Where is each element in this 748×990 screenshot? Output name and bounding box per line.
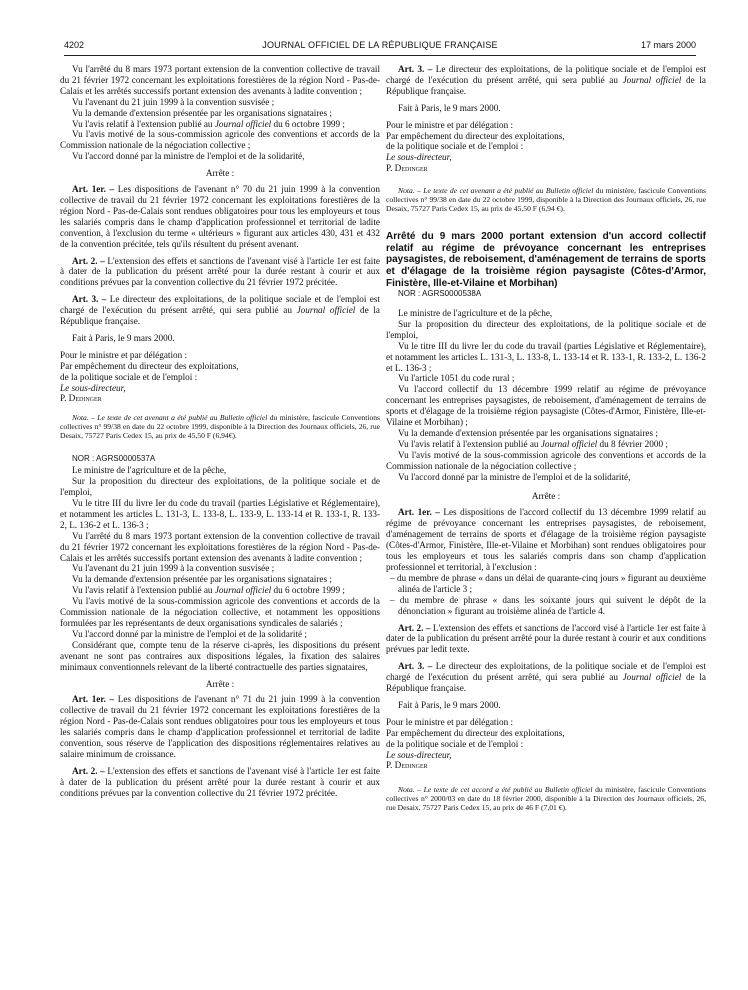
paragraph: Vu l'avis motivé de la sous-commission agricole des conventions et accords de la Commission nationale de la négociation collective, et notamment les oppositions formulées par les représentants de deux organisations syndicales de salariés ;: [60, 596, 380, 628]
signatory-name: P. Dedinger: [60, 393, 102, 404]
exclusion-item: – du membre de phrase « dans les soixante jours qui suivent le dépôt de la dénonciation » figurant au troisième alinéa de l'article 4.: [390, 594, 706, 616]
page-header: [64, 40, 696, 54]
signature-line: de la politique sociale et de l'emploi :: [60, 371, 198, 382]
paragraph: Vu l'article 1051 du code rural ;: [398, 373, 515, 384]
paragraph: Vu le titre III du livre Ier du code du travail (parties Législative et Réglementaire), et notamment les articles L. 131-3, L. 133-8, L. 133-9, L. 133-14 et R. 133-1, R. 133-2, L. 136-2 et L. 136-3 ;: [60, 498, 380, 530]
header-rule: [64, 55, 696, 56]
signature-line: Pour le ministre et par délégation :: [386, 119, 514, 130]
issue-date: 17 mars 2000: [640, 40, 696, 50]
article: Art. 1er. – Les dispositions de l'avenant n° 70 du 21 juin 1999 à la convention collective de travail du 21 février 1972 concernant les exploitations forestières de la région Nord - Pas-de-Calais sont rendues obligatoires pour tous les employeurs et tous les salariés compris dans le champ d'application professionnel et territorial de ladite convention, à l'exclusion du terme « ultérieurs » figurant aux articles 430, 431 et 432 de la convention précitée, tels qu'ils résultent du présent avenant.: [60, 184, 380, 249]
article: Art. 2. – L'extension des effets et sanctions de l'accord visé à l'article 1er est faite à dater de la publication du présent arrêté pour la durée restant à courir et aux conditions prévues par ledit texte.: [386, 622, 706, 655]
nor-reference: NOR : AGRS0000538A: [398, 289, 482, 299]
article: Art. 1er. – Les dispositions de l'accord collectif du 13 décembre 1999 relatif au régime de prévoyance concernant les entreprises paysagistes, de reboisement, d'aménagement de terrains de sports et d'élagage de la troisième région paysagiste (Côtes-d'Armor, Finistère, Ille-et-Vilaine et Morbihan) sont rendues obligatoires pour tous les employeurs et tous les salariés compris dans son champ d'application professionnel et territorial, à l'exclusion :: [386, 507, 706, 572]
paragraph: Vu l'avis relatif à l'extension publié au Journal officiel du 6 octobre 1999 ;: [72, 118, 345, 129]
page-number: 4202: [64, 40, 85, 50]
signature-title: Le sous-directeur,: [386, 749, 452, 760]
decree-title: Arrêté du 9 mars 2000 portant extension d'un accord collectif relatif au régime de prévoyance concernant les entreprises paysagistes, de reboisement, d'aménagement de terrains de sports et d'élagage de la troisième région paysagiste (Côtes-d'Armor, Finistère, Ille-et-Vilaine et Morbihan): [386, 231, 706, 289]
paragraph: Vu l'accord donné par la ministre de l'emploi et de la solidarité,: [398, 471, 631, 482]
right-column: [386, 64, 706, 812]
paragraph: Vu la demande d'extension présentée par les organisations signataires ;: [72, 574, 332, 585]
paragraph: Vu l'arrêté du 8 mars 1973 portant extension de la convention collective de travail du 21 février 1972 concernant les exploitations forestières de la région Nord - Pas-de-Calais et les arrêtés successifs portant extension des avenants à ladite convention ;: [60, 530, 380, 563]
signatory-name: P. Dedinger: [386, 760, 428, 771]
nota: Nota. – Le texte de cet accord a été publié au Bulletin officiel du ministère, fascicule Conventions collectives n° 2000/03 en date du 18 février 2000, disponible à la Direction des Journaux officiels, 26, rue Desaix, 75727 Paris Cedex 15, au prix de 46 F (7,01 €).: [386, 785, 706, 813]
paragraph: Vu l'avis relatif à l'extension publié au Journal officiel du 8 février 2000 ;: [398, 438, 668, 449]
signature-line: Par empêchement du directeur des exploitations,: [386, 727, 565, 738]
paragraph: Vu l'arrêté du 8 mars 1973 portant extension de la convention collective de travail du 21 février 1972 concernant les exploitations forestières de la région Nord - Pas-de-Calais et les arrêtés successifs portant extension des avenants à ladite convention ;: [60, 64, 380, 96]
exclusion-item: – du membre de phrase « dans un délai de quarante-cinq jours » figurant au deuxième alinéa de l'article 3 ;: [390, 572, 706, 594]
arrete-heading: Arrête :: [531, 490, 561, 501]
signature-title: Le sous-directeur,: [386, 152, 452, 163]
article: Art. 3. – Le directeur des exploitations, de la politique sociale et de l'emploi est chargé de l'exécution du présent arrêté, qui sera publié au Journal officiel de la République française.: [60, 294, 380, 327]
paragraph: Vu l'avis motivé de la sous-commission agricole des conventions et accords de la Commission nationale de la négociation collective ;: [60, 129, 380, 151]
journal-title: JOURNAL OFFICIEL DE LA RÉPUBLIQUE FRANÇAISE: [262, 40, 498, 50]
article: Art. 2. – L'extension des effets et sanctions de l'avenant visé à l'article 1er est faite à dater de la publication du présent arrêté pour la durée restant à courir et aux conditions prévues par la convention collective du 21 février 1972 précitée.: [60, 765, 380, 798]
paragraph: Vu l'accord donné par la ministre de l'emploi et de la solidarité,: [72, 151, 305, 162]
signature-title: Le sous-directeur,: [60, 382, 126, 393]
paragraph: Vu la demande d'extension présentée par les organisations signataires ;: [72, 107, 332, 118]
paragraph: Vu la demande d'extension présentée par les organisations signataires ;: [398, 428, 658, 438]
paragraph: Vu l'avenant du 21 juin 1999 à la convention susvisée ;: [72, 96, 275, 107]
paragraph: Le ministre de l'agriculture et de la pêche,: [398, 308, 553, 319]
article: Art. 1er. – Les dispositions de l'avenant n° 71 du 21 juin 1999 à la convention collective de travail du 21 février 1972 concernant les exploitations forestières de la région Nord - Pas-de-Calais sont rendues obligatoires pour tous les employeurs et tous les salariés compris dans le champ d'application professionnel et territorial de ladite convention, sous réserve de l'application des dispositions réglementaires relatives au salaire minimum de croissance.: [60, 694, 380, 759]
arrete-heading: Arrête :: [205, 678, 235, 689]
paragraph: Vu l'avis motivé de la sous-commission agricole des conventions et accords de la Commission nationale de la négociation collective ;: [386, 449, 706, 471]
signature-date: Fait à Paris, le 9 mars 2000.: [398, 699, 501, 710]
article: Art. 3. – Le directeur des exploitations, de la politique sociale et de l'emploi est chargé de l'exécution du présent arrêté, qui sera publié au Journal officiel de la République française.: [386, 64, 706, 96]
paragraph: Vu l'avenant du 21 juin 1999 à la convention susvisée ;: [72, 563, 275, 574]
signature-line: de la politique sociale et de l'emploi :: [386, 738, 524, 749]
paragraph: Sur la proposition du directeur des exploitations, de la politique sociale et de l'emploi,: [60, 476, 380, 498]
article: Art. 3. – Le directeur des exploitations, de la politique sociale et de l'emploi est chargé de l'exécution du présent arrêté, qui sera publié au Journal officiel de la République française.: [386, 661, 706, 694]
paragraph: Vu l'avis relatif à l'extension publié au Journal officiel du 6 octobre 1999 ;: [72, 585, 345, 596]
paragraph: Sur la proposition du directeur des exploitations, de la politique sociale et de l'emploi,: [386, 318, 706, 340]
left-column: [60, 64, 380, 799]
signature-line: Pour le ministre et par délégation :: [60, 349, 188, 360]
paragraph: Vu le titre III du livre Ier du code du travail (parties Législative et Réglementaire), et notamment les articles L. 131-3, L. 133-8, L. 133-14 et R. 133-1, R. 133-2, L. 136-2 et L. 136-3 ;: [386, 340, 706, 373]
nota: Nota. – Le texte de cet avenant a été publié au Bulletin officiel du ministère, fascicule Conventions collectives n° 99/38 en date du 22 octobre 1999, disponible à la Direction des Journaux officiels, 26, rue Desaix, 75727 Paris Cedex 15, au prix de 45,50 F (6,94€).: [60, 413, 380, 441]
nor-reference: NOR : AGRS0000537A: [72, 454, 156, 464]
signature-date: Fait à Paris, le 9 mars 2000.: [72, 332, 175, 343]
paragraph: Le ministre de l'agriculture et de la pêche,: [72, 465, 227, 476]
arrete-heading: Arrête :: [205, 168, 235, 179]
nota: Nota. – Le texte de cet avenant a été publié au Bulletin officiel du ministère, fascicule Conventions collectives n° 99/38 en date du 22 octobre 1999, disponible à la Direction des Journaux officiels, 26, rue Desaix, 75727 Paris Cedex 15, au prix de 45,50 F (6,94 €).: [386, 186, 706, 214]
signature-line: Par empêchement du directeur des exploitations,: [60, 360, 239, 371]
signatory-name: P. Dedinger: [386, 163, 428, 174]
paragraph: Vu l'accord donné par la ministre de l'emploi et de la solidarité ;: [72, 628, 307, 639]
signature-date: Fait à Paris, le 9 mars 2000.: [398, 102, 501, 113]
paragraph: Vu l'accord collectif du 13 décembre 1999 relatif au régime de prévoyance concernant les entreprises paysagistes, de reboisement, d'aménagement de terrains de sports et d'élagage de la troisième région paysagiste (Côtes-d'Armor, Finistère, Ille-et-Vilaine et Morbihan) ;: [386, 384, 706, 428]
signature-line: Par empêchement du directeur des exploitations,: [386, 130, 565, 141]
signature-line: de la politique sociale et de l'emploi :: [386, 141, 524, 152]
signature-line: Pour le ministre et par délégation :: [386, 716, 514, 727]
article: Art. 2. – L'extension des effets et sanctions de l'avenant visé à l'article 1er est faite à dater de la publication du présent arrêté pour la durée restant à courir et aux conditions prévues par la convention collective du 21 février 1972 précitée.: [60, 255, 380, 288]
paragraph: Considérant que, compte tenu de la réserve ci-après, les dispositions du présent avenant ne sont pas contraires aux dispositions légales, la fixation des salaires minimaux conventionnels relevant de la liberté contractuelle des parties signataires,: [60, 639, 380, 672]
